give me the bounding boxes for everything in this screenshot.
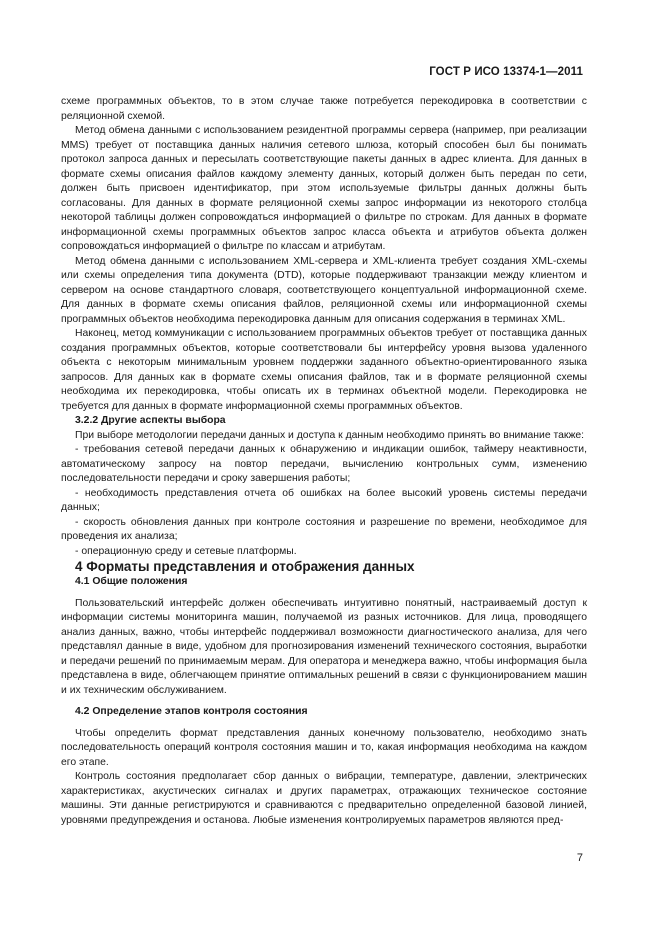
heading-3-2-2: 3.2.2 Другие аспекты выбора <box>75 415 226 426</box>
paragraph-format-definition: Чтобы определить формат представления данных конечному пользователю, необходимо знать последовательность операций контроля состояния машин и то, какая информация необходима на каждом его этапе. <box>61 727 587 768</box>
heading-section-4: 4 Форматы представления и отображения данных <box>75 559 415 574</box>
list-item: - операционную среду и сетевые платформы. <box>75 545 297 557</box>
list-item: - скорость обновления данных при контроле состояния и разрешение по времени, необходимое для проведения их анализа; <box>61 516 587 542</box>
list-item: - требования сетевой передачи данных к обнаружению и индикации ошибок, таймеру неактивности, автоматическому запросу на повтор передачи, вычислению контрольных сумм, изменению последовательности передачи и сроку завершения работы; <box>61 444 587 484</box>
heading-4-2: 4.2 Определение этапов контроля состояния <box>75 706 308 717</box>
document-body <box>61 95 587 828</box>
heading-4-1: 4.1 Общие положения <box>75 576 188 587</box>
paragraph-continuation: схеме программных объектов, то в этом случае также потребуется перекодировка в соответствии с реляционной схемой. <box>61 96 587 122</box>
paragraph-software-objects: Наконец, метод коммуникации с использованием программных объектов требует от поставщика данных создания программных объектов, которые соответствовали бы интерфейсу уровня вызова удаленного объекта с некоторым минимальным уровнем поддержки заданного объектно-ориентированного языка запросов. Для данных как в формате схемы описания файлов, так и в формате реляционной схемы необходима их перекодировка, чтобы описать их в терминах объектной модели. Перекодировка не требуется для данных в формате информационной схемы программных объектов. <box>61 328 587 412</box>
document-standard-header: ГОСТ Р ИСО 13374-1—2011 <box>429 66 583 78</box>
paragraph-xml-method: Метод обмена данными с использованием XML-сервера и XML-клиента требует создания XML-схемы или схемы определения типа документа (DTD), которые поддерживают транзакции между клиентом и сервером на основе стандартного словаря, соответствующего концептуальной информационной схеме. Для данных в формате схемы описания файлов, реляционной схемы или информационной схемы программных объектов необходима перекодировка данным для описания содержания в терминах XML. <box>61 255 587 325</box>
paragraph-selection-lead: При выборе методологии передачи данных и доступа к данным необходимо принять во внимание также: <box>75 429 585 441</box>
page-number: 7 <box>576 852 583 864</box>
paragraph-resident-server: Метод обмена данными с использованием резидентной программы сервера (например, при реализации MMS) требует от поставщика данных наличия сетевого шлюза, который способен был бы понимать протокол запроса данных и пересылать соответствующие пакеты данных в адрес клиента. Для данных в формате схемы описания файлов каждому элементу данных, который должен быть передан по сети, должен быть присвоен идентификатор, при этом используемые фильтры данных должны быть согласованы. Для данных в формате реляционной схемы запрос информации из некоторого столбца некоторой таблицы должен сопровождаться информацией о фильтре по строкам. Для данных в формате информационной схемы программных объектов запрос класса объекта и атрибутов объекта должен сопровождаться информацией о фильтре по классам и атрибутам. <box>61 125 587 252</box>
paragraph-condition-monitoring: Контроль состояния предполагает сбор данных о вибрации, температуре, давлении, электрических характеристиках, акустических сигналах и других параметрах, отражающих техническое состояние машины. Эти данные регистрируются и сравниваются с предварительно определенной базовой линией, уровнями предупреждения и останова. Любые изменения контролируемых параметров являются пред- <box>61 771 587 826</box>
list-item: - необходимость представления отчета об ошибках на более высокий уровень системы передачи данных; <box>61 487 587 513</box>
paragraph-general-provisions: Пользовательский интерфейс должен обеспечивать интуитивно понятный, настраиваемый доступ к информации системы мониторинга машин, получаемой из разных источников. Для лица, проводящего анализ данных, важно, чтобы интерфейс поддерживал возможности диагностического анализа, для чего представлял данные в виде, удобном для прогнозирования изменений технического состояния, выработки и передачи решений по принимаемым мерам. Для оператора и менеджера важно, чтобы информация была представлена в виде, облегчающем принятие оптимальных решений в связи с функционированием машин и их техническим обслуживанием. <box>61 597 587 696</box>
